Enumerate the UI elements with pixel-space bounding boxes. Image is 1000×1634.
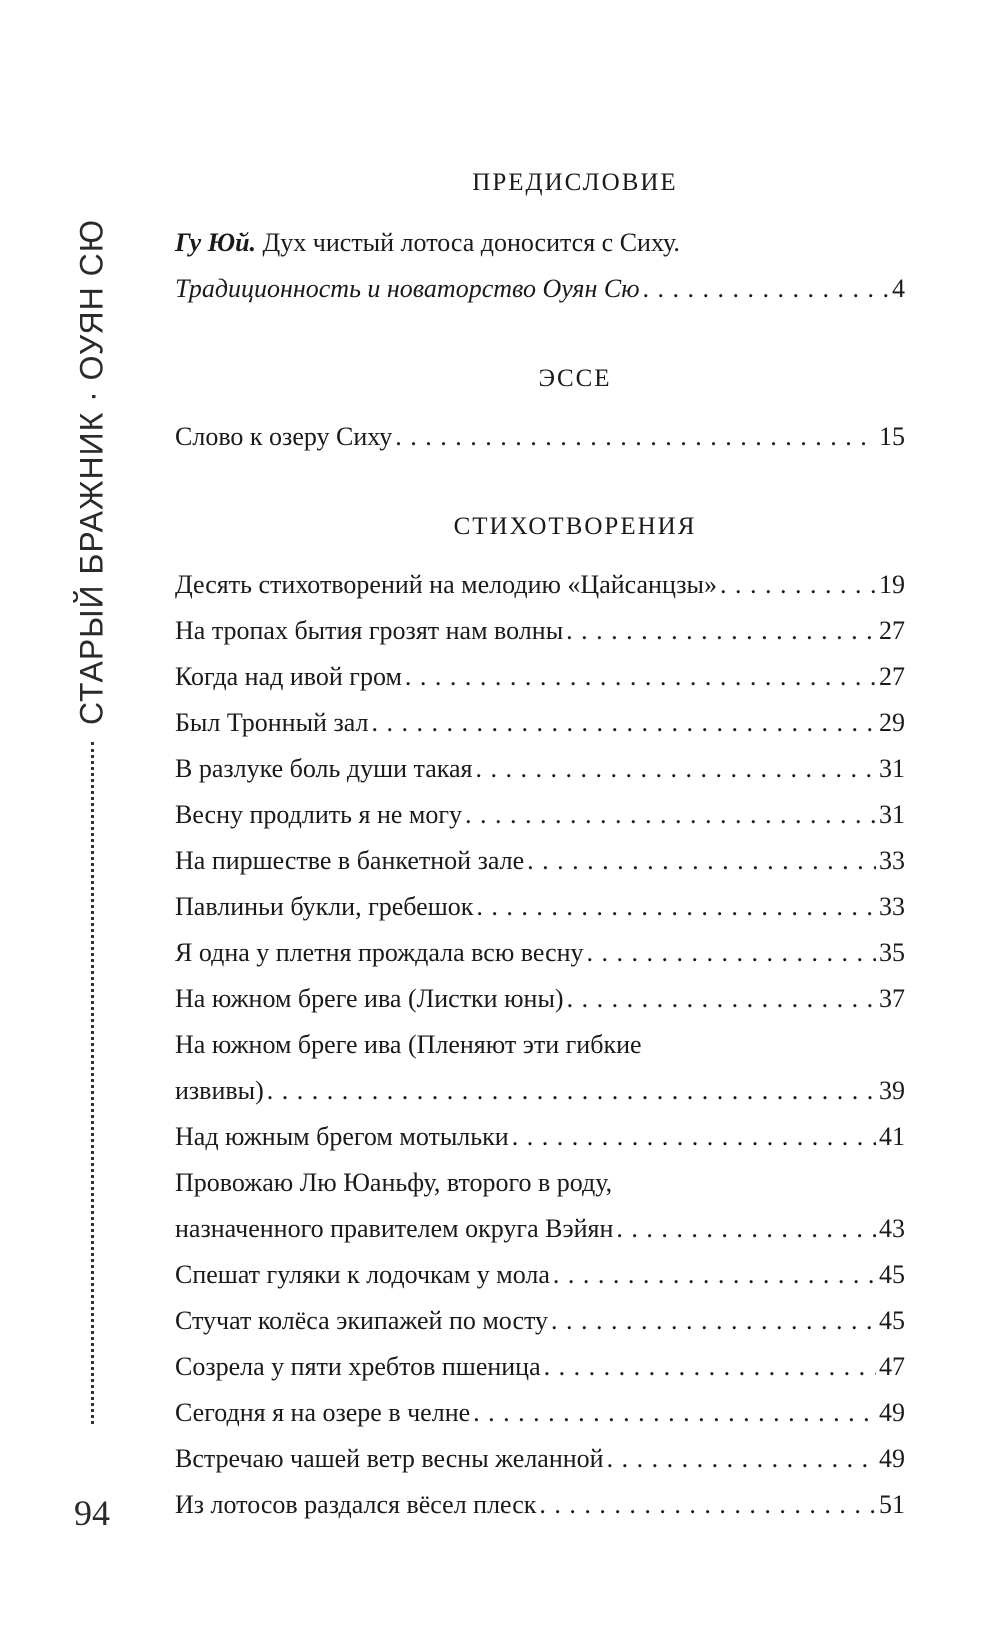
dot-leader	[587, 930, 876, 976]
entry-title: Павлиньи букли, гребешок	[175, 892, 474, 921]
toc-entry[interactable]	[175, 976, 905, 1022]
entry-title: назначенного правителем округа Вэйян	[175, 1214, 614, 1243]
toc-entry[interactable]	[175, 608, 905, 654]
entry-title-line1: На южном бреге ива (Пленяют эти гибкие	[175, 1030, 642, 1059]
toc-entry	[175, 1206, 905, 1252]
section-title-essay: ЭССЕ	[538, 365, 612, 392]
toc-entry[interactable]	[175, 792, 905, 838]
toc-entry[interactable]	[175, 884, 905, 930]
dot-leader	[566, 608, 876, 654]
entry-title: Слово к озеру Сиху	[175, 422, 393, 451]
toc-entry[interactable]	[175, 700, 905, 746]
dot-leader	[476, 746, 877, 792]
dot-leader	[372, 700, 877, 746]
dot-leader	[465, 792, 876, 838]
toc-entry[interactable]	[175, 930, 905, 976]
entry-title-line1: Провожаю Лю Юаньфу, второго в роду,	[175, 1168, 613, 1197]
dot-leader	[476, 884, 876, 930]
toc-entry[interactable]	[175, 1482, 905, 1528]
toc-entry-preface-line1[interactable]	[175, 220, 905, 266]
toc-entry[interactable]	[175, 746, 905, 792]
toc-entry[interactable]	[175, 1298, 905, 1344]
toc-entry[interactable]	[175, 414, 905, 460]
entry-title: Весну продлить я не могу	[175, 800, 463, 829]
dot-leader	[551, 1298, 876, 1344]
dot-leader	[607, 1436, 876, 1482]
dotted-rule	[91, 742, 94, 1424]
table-of-contents	[175, 160, 905, 1528]
preface-author: Гу Юй.	[175, 228, 257, 257]
entry-page: 37	[879, 984, 905, 1013]
toc-entry-preface[interactable]	[175, 266, 905, 312]
entry-page: 31	[879, 754, 905, 783]
entry-page: 27	[879, 662, 905, 691]
toc-entry-multiline[interactable]	[175, 1160, 905, 1252]
entry-title: Над южным брегом мотыльки	[175, 1122, 509, 1151]
entry-page: 33	[879, 846, 905, 875]
toc-entry[interactable]	[175, 838, 905, 884]
entry-page: 31	[879, 800, 905, 829]
entry-title: На пиршестве в банкетной зале	[175, 846, 525, 875]
entry-page: 33	[879, 892, 905, 921]
toc-entry[interactable]	[175, 654, 905, 700]
dot-leader	[643, 266, 889, 312]
entry-title: Сегодня я на озере в челне	[175, 1398, 471, 1427]
entry-page: 49	[879, 1398, 905, 1427]
entry-title: Был Тронный зал	[175, 708, 369, 737]
entry-title: В разлуке боль души такая	[175, 754, 473, 783]
dot-leader	[720, 562, 876, 608]
entry-page: 43	[879, 1214, 905, 1243]
toc-entry[interactable]	[175, 562, 905, 608]
spine	[62, 218, 122, 726]
entry-page: 19	[879, 570, 905, 599]
section-title-preface: ПРЕДИСЛОВИЕ	[472, 169, 678, 196]
entry-title: Десять стихотворений на мелодию «Цайсанцзы»	[175, 570, 717, 599]
entry-title: Созрела у пяти хребтов пшеница	[175, 1352, 541, 1381]
preface-title: Дух чистый лотоса доносится с Сиху.	[262, 228, 680, 257]
toc-entry-multiline[interactable]	[175, 1022, 905, 1114]
entry-page: 45	[879, 1306, 905, 1335]
page-number: 94	[74, 1493, 110, 1533]
toc-entry[interactable]	[175, 1344, 905, 1390]
entry-page: 29	[879, 708, 905, 737]
entry-page: 49	[879, 1444, 905, 1473]
dot-leader	[527, 838, 876, 884]
running-head: СТАРЫЙ БРАЖНИК · ОУЯН СЮ	[73, 218, 110, 726]
dot-leader	[544, 1344, 876, 1390]
toc-entry[interactable]	[175, 1252, 905, 1298]
toc-entry[interactable]	[175, 1114, 905, 1160]
entry-title: Встречаю чашей ветр весны желанной	[175, 1444, 604, 1473]
dot-leader	[267, 1068, 876, 1114]
dot-leader	[512, 1114, 876, 1160]
section-title-poems: СТИХОТВОРЕНИЯ	[453, 513, 697, 540]
toc-entry[interactable]	[175, 1390, 905, 1436]
dot-leader	[539, 1482, 876, 1528]
entry-title: Спешат гуляки к лодочкам у мола	[175, 1260, 550, 1289]
entry-page: 47	[879, 1352, 905, 1381]
entry-title: извивы)	[175, 1076, 264, 1105]
dot-leader	[473, 1390, 876, 1436]
entry-page: 39	[879, 1076, 905, 1105]
entry-page: 45	[879, 1260, 905, 1289]
dot-leader	[616, 1206, 876, 1252]
dot-leader	[553, 1252, 876, 1298]
entry-title: Я одна у плетня прождала всю весну	[175, 938, 584, 967]
entry-page: 4	[892, 274, 905, 303]
dot-leader	[405, 654, 876, 700]
entry-title: На южном бреге ива (Листки юны)	[175, 984, 564, 1013]
entry-page: 35	[879, 938, 905, 967]
entry-title: Из лотосов раздался вёсел плеск	[175, 1490, 537, 1519]
dot-leader	[395, 414, 876, 460]
entry-page: 15	[879, 422, 905, 451]
toc-entry[interactable]	[175, 1436, 905, 1482]
entry-page: 41	[879, 1122, 905, 1151]
entry-title: Традиционность и новаторство Оуян Сю	[175, 274, 640, 303]
entry-page: 27	[879, 616, 905, 645]
toc-entry	[175, 1068, 905, 1114]
entry-title: Стучат колёса экипажей по мосту	[175, 1306, 549, 1335]
entry-title: На тропах бытия грозят нам волны	[175, 616, 564, 645]
entry-title: Когда над ивой гром	[175, 662, 402, 691]
dot-leader	[567, 976, 876, 1022]
entry-page: 51	[879, 1490, 905, 1519]
